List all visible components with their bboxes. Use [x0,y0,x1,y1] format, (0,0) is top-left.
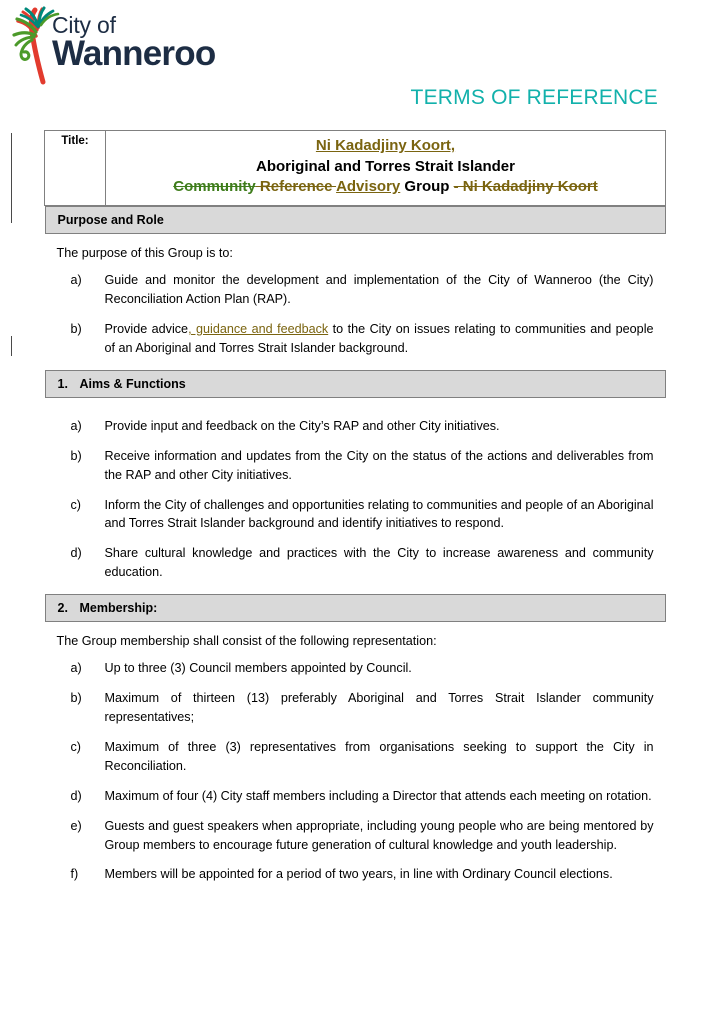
list-item-text [105,322,654,355]
title-row [45,131,666,206]
list-item-text [105,691,654,724]
list-item-marker: b) [70,448,82,463]
text-run-bold: City [627,273,650,288]
section-heading-purpose-and-role [45,206,666,234]
list-item-marker: b) [70,322,82,337]
sections-cell [45,206,666,897]
title-deleted-reference: Reference [255,178,337,196]
list-item [71,447,654,485]
list-item-text [105,449,654,482]
section-number: 1. [57,376,68,391]
list-item-text [105,819,654,852]
list-item-text [105,661,412,675]
list-item-marker: a) [70,661,82,676]
list-item-marker: b) [70,691,82,706]
section-heading-text: Purpose and Role [57,213,164,228]
list-item [71,417,654,436]
title-plain-group: Group [400,178,454,196]
text-run-plain: Maximum of three (3) representatives from organisations seeking to support the City in Reconciliation. [104,740,654,773]
list-item-text [105,498,654,531]
sections-list [45,206,666,896]
title-plain-line2: Aboriginal and Torres Strait Islander [256,157,515,175]
text-run-plain: to the City on issues relating to communities and people of an Aboriginal and Torres Strait Islander background. [104,322,654,355]
list-item-marker: d) [70,788,82,803]
list-item [71,271,654,309]
list-item-text [105,273,654,306]
text-run-plain: Share cultural knowledge and practices with the City to increase awareness and community education. [104,546,654,580]
title-label-cell: Title: [45,131,106,206]
text-run-plain: ). [283,292,291,307]
text-run-bold: RAP [257,292,284,307]
section-lead-text: The purpose of this Group is to: [56,246,233,261]
list-item-marker: d) [70,546,82,561]
text-run-plain: Inform the City of challenges and opportunities relating to communities and people of an Aboriginal and Torres Strait Islander background and identify initiatives to respond. [104,497,654,531]
title-deleted-community: Community [173,178,256,196]
list-item-text [105,867,613,881]
title-value-cell [106,131,666,206]
section-heading-aims-functions [45,370,666,398]
list-item [71,787,654,806]
section-item-list [57,659,654,884]
change-bar-1 [11,133,12,223]
text-run-plain: Members will be appointed for a period of two years, in line with Ordinary Council elections. [104,867,613,882]
list-item-text [105,789,652,803]
list-item [71,865,654,884]
section-container-row [45,206,666,897]
section-body-aims-functions [45,398,666,594]
list-item [71,659,654,678]
text-run-plain: Receive information and updates from the City on the status of the actions and deliverables from the RAP and other City initiatives. [104,448,654,482]
text-run-plain: Provide advice [104,322,189,337]
section-heading-text: Membership: [79,601,158,616]
text-run-ins-a: , guidance and feedback [188,322,329,337]
list-item-text [105,546,654,579]
section-item-list [57,417,654,582]
list-item-text [105,419,500,433]
text-run-plain: Maximum of four (4) City staff members including a Director that attends each meeting on rotation. [104,788,652,803]
list-item-marker: a) [70,418,82,433]
list-item [71,544,654,582]
section-heading-membership [45,594,666,622]
page-title: TERMS OF REFERENCE [410,86,658,109]
logo-line-wanneroo: Wanneroo [52,34,216,73]
list-item-text [105,740,654,773]
list-item [71,320,654,358]
title-inserted-advisory: Advisory [336,178,401,196]
list-item [71,496,654,534]
list-item [71,738,654,776]
list-item-marker: e) [70,818,82,833]
section-number: 2. [57,601,68,616]
list-item-marker: c) [70,497,81,512]
section-heading-text: Aims & Functions [79,376,186,391]
section-item-list [57,271,654,358]
list-item-marker: c) [70,740,81,755]
text-run-plain: Up to three (3) Council members appointed by Council. [104,661,412,676]
text-run-plain: Maximum of thirteen (13) preferably Aboriginal and Torres Strait Islander community representatives; [104,691,654,725]
list-item-marker: f) [70,867,79,882]
section-lead-text: The Group membership shall consist of the following representation: [56,634,437,649]
text-run-plain: ) Reconciliation Action Plan ( [104,273,654,307]
list-item-marker: a) [70,273,82,288]
text-run-plain: Guide and monitor the development and implementation of the City of Wanneroo (the [104,273,628,288]
list-item [71,817,654,855]
terms-of-reference-table [44,130,666,896]
section-body-membership [45,622,666,896]
title-inserted-name: Ni Kadadjiny Koort, [315,137,456,154]
change-bar-2 [11,336,12,356]
title-deleted-ni-kadadjiny-koort: - Ni Kadadjiny Koort [453,178,598,196]
text-run-plain: Provide input and feedback on the City’s RAP and other City initiatives. [104,418,500,433]
text-run-plain: Guests and guest speakers when appropriate, including young people who are being mentored by Group members to encourage future generation of cultural knowledge and youth leadership. [104,818,654,852]
list-item [71,689,654,727]
logo-line-city: City of [52,12,116,38]
city-of-wanneroo-logo [8,6,258,88]
section-body-purpose-and-role [45,234,666,370]
